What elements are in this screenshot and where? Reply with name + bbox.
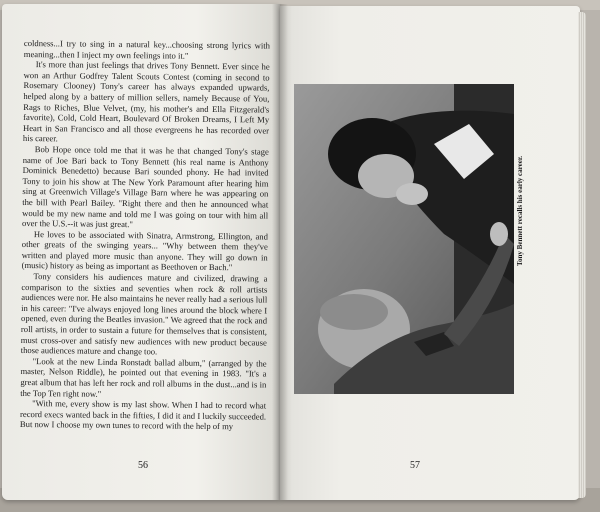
left-page-text [20,38,270,433]
paragraph: Tony considers his audiences mature and civilized, drawing a comparison to the sixties and seventies when rock & roll artists audiences were nor. He also maintains he never really had a serious lull in his career: "I've always enjoyed long lines around the block where I opened, even during the Beatles invasion." We agreed that the rock and roll artists, in order to sustain a future for themselves that is consistent, must cross-over and satisfy new audiences with new product because those audiences mature and change too. [20,271,268,357]
photo-caption: Tony Bennett recalls his early career. [516,155,524,266]
paragraph: "Look at the new Linda Ronstadt ballad album," (arranged by the master, Nelson Riddle), he pointed out that evening in 1983. "It's a great album that has left her rock and roll albums in the dust...and is in the Top Ten right now." [20,355,267,399]
photograph [294,84,514,394]
left-page [2,4,280,500]
page-edges [578,12,586,498]
book-gutter [272,4,288,500]
page-number-right: 57 [410,460,420,471]
page-number-left: 56 [138,460,148,471]
paragraph: "With me, every show is my last show. When I had to record what record execs wanted back in the fifties, I did it and I luckily succeeded. But now I choose my own tunes to record with the help of my [19,398,267,432]
paragraph: coldness...I try to sing in a natural key...choosing strong lyrics with meaning...then I inject my own feelings into it." [23,38,270,61]
paragraph: He loves to be associated with Sinatra, Armstrong, Ellington, and other greats of the swinging years... "Why between them they've written and played more music than anyone. They will go down in (music) history as being as important as Beethoven or Bach." [21,228,268,273]
paragraph: It's more than just feelings that drives Tony Bennett. Ever since he won an Arthur Godfrey Talent Scouts Contest (coming in second to Rosemary Clooney) Tony's career has always expanded upwards, helped along by a battery of million sellers, namely Because of You, Rags to Riches, Blue Velvet, (my, his mother's and Ella Fitzgerald's favorite), Cold, Cold Heart, Boulevard Of Broken Dreams, I Left My Heart in San Francisco and all those evergreens he has recorded over his career. [22,59,270,144]
right-page [280,6,580,500]
paragraph: Bob Hope once told me that it was he that changed Tony's stage name of Joe Bari back to Tony Bennett (his real name is Anthony Dominick Benedetto) because Bari sounded phony. He had invited Tony to join his show at The New York Paramount after hearing him sing at Greenwich Village's Village Barn where he was appearing on the bill with Pearl Bailey. "Right there and then he announced what would be my new name and told me I was going on tour with him all over the U.S.--it was just great." [22,144,269,230]
photo-image [294,84,514,394]
